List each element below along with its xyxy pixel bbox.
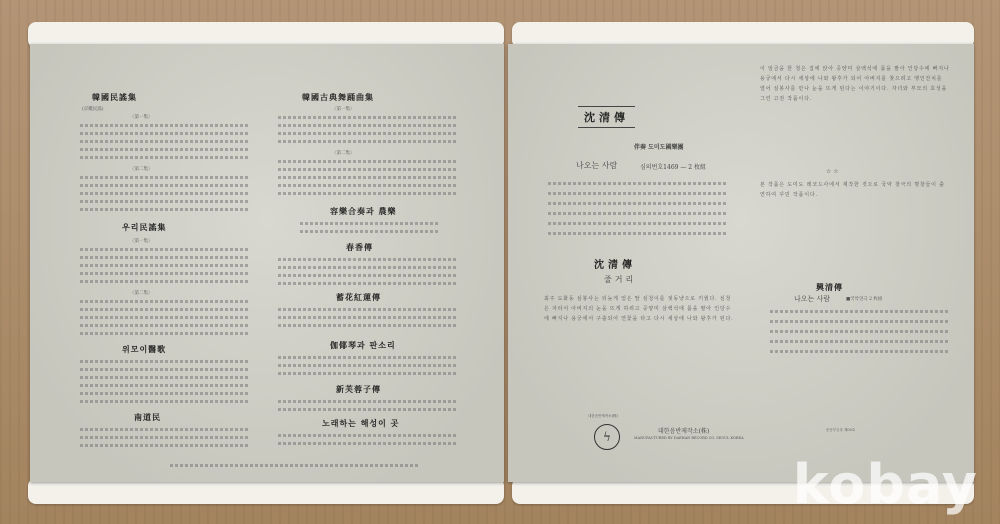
song-list-line <box>278 372 458 375</box>
song-list-line <box>278 140 458 143</box>
song-list-line <box>278 184 458 187</box>
song-list-line <box>278 124 458 127</box>
left-col1-part-1: 〈第一集〉 <box>130 115 153 120</box>
song-list-line <box>80 124 250 127</box>
song-list-line <box>80 384 250 387</box>
song-list-line <box>80 184 250 187</box>
song-list-line <box>80 324 250 327</box>
left-col1-title-1: 韓國民謠集 <box>92 92 137 102</box>
registration-footer: 문공부등록 제00호 <box>826 428 856 432</box>
synopsis-body: 최주 도화동 심봉사는 뒤늦게 얻은 딸 심청이를 젖동냥으로 키웠다. 심청은 자라서 아버지의 눈을 뜨게 하려고 공양미 삼백석에 몸을 팔아 인당수에 빠지나 용궁에서 구출되어 연꽃을 타고 다시 세상에 나와 왕후가 된다. <box>544 296 734 322</box>
cast-line <box>548 212 728 215</box>
synopsis-title: 沈清傳 <box>594 260 636 271</box>
song-list-line <box>80 176 250 179</box>
song-list-line <box>80 444 250 447</box>
song-list-line <box>80 360 250 363</box>
song-list-line <box>278 442 458 445</box>
left-col2-part-1: 〈第一集〉 <box>332 107 355 112</box>
record-company-logo <box>594 424 620 450</box>
left-col2-title-3: 春香傳 <box>346 242 373 252</box>
left-col1-sub-1: (京畿民謠) <box>82 107 104 112</box>
song-list-line <box>278 132 458 135</box>
cast-line <box>548 232 728 235</box>
right-col2-body2: 본 작품은 도미도 레코드사에서 제작한 것으로 국악 창극의 명창들이 출연하여 꾸민 작품이다. <box>760 182 945 198</box>
stars: ☆ ☆ <box>826 168 839 175</box>
left-col1-part-2: 〈第二集〉 <box>130 167 153 172</box>
song-list-line <box>278 168 458 171</box>
left-panel <box>30 44 504 482</box>
right-title: 沈清傳 <box>578 106 635 128</box>
song-list-line <box>80 148 250 151</box>
synopsis-subtitle: 줄거리 <box>604 275 637 284</box>
footer-line <box>170 464 420 467</box>
left-col1-title-4: 南道民 <box>134 412 161 422</box>
song-list-line <box>278 160 458 163</box>
left-col2-title-2: 容樂合奏과 農樂 <box>330 206 397 216</box>
cast-line <box>548 222 728 225</box>
maker-name-en: MANUFACTURED BY DAEHAN RECORD CO. SEOUL KOREA <box>634 436 744 440</box>
cast-line <box>770 310 950 313</box>
song-list-line <box>278 434 458 437</box>
song-list-line <box>278 258 458 261</box>
right-col2-body: 이 임금을 한 청은 집에 앉아 공양미 삼백석에 몸을 팔아 인당수에 빠지나 용궁에서 다시 세상에 나와 왕후가 되어 아버지를 찾으려고 맹인잔치를 열어 심봉사를 만나 눈을 뜨게 된다는 이야기이다. 자녀와 부모의 효성을 그린 고전 작품이다. <box>760 66 950 102</box>
song-list-line <box>80 436 250 439</box>
left-col1-title-3: 위모이醫歌 <box>122 344 167 354</box>
cast-line <box>548 202 728 205</box>
song-list-line <box>278 316 458 319</box>
accompaniment-line: 伴奏 도미도國樂團 <box>634 144 684 151</box>
right-col2-record-number: ■국악연극 2 枚組 <box>846 297 883 302</box>
cast-heading: 나오는 사람 <box>576 161 618 170</box>
song-list-line <box>80 368 250 371</box>
maker-name: 대한음반제작소(株) <box>658 428 710 435</box>
song-list-line <box>278 266 458 269</box>
song-list-line <box>80 316 250 319</box>
watermark: kobay <box>792 453 978 516</box>
left-col1-part-3: 〈第一集〉 <box>130 239 153 244</box>
song-list-line <box>80 208 250 211</box>
left-col1-part-4: 〈第二集〉 <box>130 291 153 296</box>
song-list-line <box>80 308 250 311</box>
left-col1-title-2: 우리民謠集 <box>122 222 167 232</box>
song-list-line <box>80 272 250 275</box>
song-list-line <box>278 192 458 195</box>
song-list-line <box>278 364 458 367</box>
right-col2-title: 興清傳 <box>816 282 843 292</box>
left-col2-title-4: 蓄花紅蓮傳 <box>336 292 381 302</box>
song-list-line <box>300 222 440 225</box>
cast-line <box>770 330 950 333</box>
song-list-line <box>80 392 250 395</box>
record-number: 심의번호1469 — 2 枚組 <box>640 164 706 171</box>
song-list-line <box>80 280 250 283</box>
right-col2-cast-heading: 나오는 사람 <box>794 295 831 303</box>
song-list-line <box>278 282 458 285</box>
cast-line <box>770 350 950 353</box>
song-list-line <box>278 274 458 277</box>
song-list-line <box>80 140 250 143</box>
song-list-line <box>80 256 250 259</box>
song-list-line <box>80 264 250 267</box>
song-list-line <box>80 192 250 195</box>
bolt-icon: ϟ <box>603 430 611 444</box>
cast-line <box>548 182 728 185</box>
song-list-line <box>278 408 458 411</box>
cast-line <box>770 320 950 323</box>
cast-line <box>548 192 728 195</box>
logo-label: 대한음반제작소(株) <box>588 414 618 418</box>
song-list-line <box>80 400 250 403</box>
left-col2-title-1: 韓國古典舞踊曲集 <box>302 92 374 102</box>
song-list-line <box>80 248 250 251</box>
song-list-line <box>300 230 440 233</box>
song-list-line <box>80 428 250 431</box>
left-col2-part-2: 〈第二集〉 <box>332 151 355 156</box>
song-list-line <box>278 308 458 311</box>
left-col2-title-5: 伽倻琴과 판소리 <box>330 340 396 350</box>
song-list-line <box>278 116 458 119</box>
song-list-line <box>278 176 458 179</box>
song-list-line <box>80 132 250 135</box>
song-list-line <box>80 376 250 379</box>
cast-line <box>770 340 950 343</box>
left-col2-title-7: 노래하는 해성이 곳 <box>322 418 400 428</box>
song-list-line <box>80 300 250 303</box>
song-list-line <box>278 400 458 403</box>
song-list-line <box>80 200 250 203</box>
right-panel <box>508 44 974 482</box>
song-list-line <box>278 324 458 327</box>
song-list-line <box>278 356 458 359</box>
song-list-line <box>80 332 250 335</box>
song-list-line <box>80 156 250 159</box>
left-col2-title-6: 新芙蓉子傳 <box>336 384 381 394</box>
